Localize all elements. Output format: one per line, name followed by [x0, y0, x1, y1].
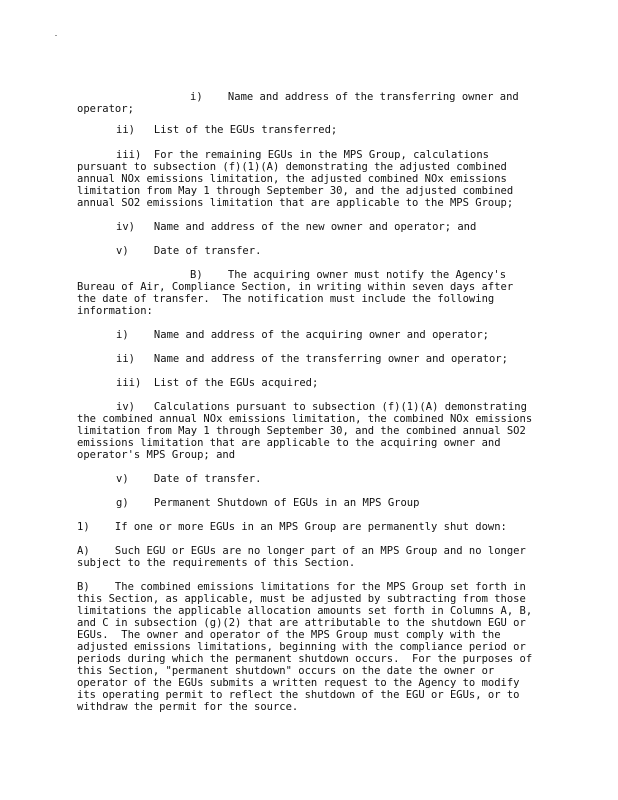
text-line: adjusted emissions limitations, beginning with the compliance period or: [77, 641, 526, 653]
text-line: iii) List of the EGUs acquired;: [116, 377, 319, 389]
text-line: operator;: [77, 103, 134, 115]
text-line: B) The combined emissions limitations for the MPS Group set forth in: [77, 581, 526, 593]
text-line: this Section, as applicable, must be adjusted by subtracting from those: [77, 593, 526, 605]
text-line: and C in subsection (g)(2) that are attributable to the shutdown EGU or: [77, 617, 526, 629]
text-line: information:: [77, 305, 153, 317]
text-line: ii) Name and address of the transferring owner and operator;: [116, 353, 508, 365]
text-line: annual NOx emissions limitation, the adjusted combined NOx emissions: [77, 173, 507, 185]
text-line: g) Permanent Shutdown of EGUs in an MPS Group: [116, 497, 420, 509]
text-line: ii) List of the EGUs transferred;: [116, 124, 338, 136]
text-line: operator's MPS Group; and: [77, 449, 236, 461]
text-line: withdraw the permit for the source.: [77, 701, 299, 713]
text-line: Bureau of Air, Compliance Section, in writing within seven days after: [77, 281, 514, 293]
text-line: limitations the applicable allocation amounts set forth in Columns A, B,: [77, 605, 533, 617]
text-line: EGUs. The owner and operator of the MPS Group must comply with the: [77, 629, 501, 641]
text-line: B) The acquiring owner must notify the Agency's: [190, 269, 507, 281]
text-line: limitation from May 1 through September 30, and the adjusted combined: [77, 185, 514, 197]
text-line: v) Date of transfer.: [116, 245, 262, 257]
text-line: iv) Calculations pursuant to subsection (f)(1)(A) demonstrating: [116, 401, 527, 413]
text-line: operator of the EGUs submits a written request to the Agency to modify: [77, 677, 520, 689]
text-line: A) Such EGU or EGUs are no longer part of an MPS Group and no longer: [77, 545, 526, 557]
text-line: iii) For the remaining EGUs in the MPS Group, calculations: [116, 149, 489, 161]
text-line: v) Date of transfer.: [116, 473, 262, 485]
text-line: limitation from May 1 through September 30, and the combined annual SO2: [77, 425, 526, 437]
text-line: iv) Name and address of the new owner and operator; and: [116, 221, 477, 233]
text-line: subject to the requirements of this Section.: [77, 557, 356, 569]
scan-speck: [55, 35, 57, 36]
text-line: the date of transfer. The notification must include the following: [77, 293, 495, 305]
text-line: the combined annual NOx emissions limitation, the combined NOx emissions: [77, 413, 533, 425]
text-line: periods during which the permanent shutdown occurs. For the purposes of: [77, 653, 533, 665]
text-line: its operating permit to reflect the shutdown of the EGU or EGUs, or to: [77, 689, 520, 701]
text-line: annual SO2 emissions limitation that are applicable to the MPS Group;: [77, 197, 514, 209]
text-line: emissions limitation that are applicable to the acquiring owner and: [77, 437, 501, 449]
text-line: pursuant to subsection (f)(1)(A) demonstrating the adjusted combined: [77, 161, 507, 173]
text-line: 1) If one or more EGUs in an MPS Group are permanently shut down:: [77, 521, 507, 533]
text-line: this Section, "permanent shutdown" occurs on the date the owner or: [77, 665, 495, 677]
text-line: i) Name and address of the transferring owner and: [190, 91, 519, 103]
text-line: i) Name and address of the acquiring owner and operator;: [116, 329, 489, 341]
